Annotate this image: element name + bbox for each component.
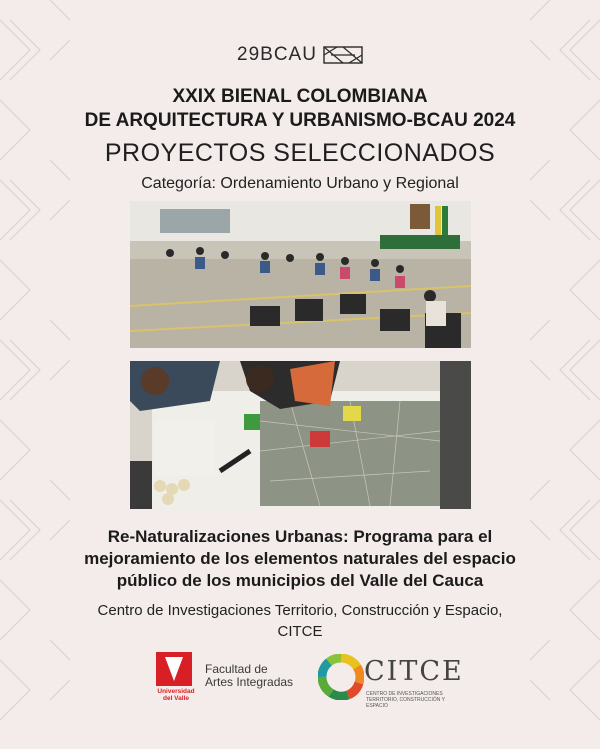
category-label: Categoría: Ordenamiento Urbano y Regional: [141, 175, 459, 192]
univalle-name-line1: Universidad: [157, 688, 195, 695]
citce-sub-line1: CENTRO DE INVESTIGACIONES: [366, 691, 443, 697]
project-title-line3: público de los municipios del Valle del Cauca: [116, 571, 484, 590]
project-institution: [20, 600, 580, 642]
brand-mark-icon: [323, 46, 363, 64]
citce-subtitle: [366, 691, 466, 709]
brand-text: 29BCAU: [237, 44, 317, 65]
project-title-line1: Re-Naturalizaciones Urbanas: Programa para el: [107, 527, 493, 546]
citce-sub-line2: TERRITORIO, CONSTRUCCIÓN Y ESPACIO: [366, 697, 445, 709]
univalle-name-line2: del Valle: [162, 695, 190, 702]
institution-line1: Centro de Investigaciones Territorio, Construcción y Espacio,: [97, 602, 503, 619]
citce-ring-icon: [318, 654, 364, 700]
project-title-line2: mejoramiento de los elementos naturales del espacio: [84, 549, 516, 568]
univalle-logo: [156, 652, 196, 702]
map-workshop-photo: [130, 361, 471, 509]
facultad-label: [205, 663, 293, 689]
citce-wordmark: CITCE: [364, 656, 464, 687]
facultad-line2: Artes Integradas: [205, 675, 294, 689]
workshop-room-photo: [130, 201, 471, 348]
facultad-line1: Facultad de: [205, 662, 268, 676]
brand-logo: [237, 44, 363, 66]
event-title-line1: XXIX BIENAL COLOMBIANA: [172, 86, 428, 107]
section-subtitle: PROYECTOS SELECCIONADOS: [104, 139, 496, 167]
project-title: [20, 526, 580, 592]
footer-logos: [0, 652, 600, 712]
univalle-shield-icon: [156, 652, 192, 686]
institution-line2: CITCE: [277, 623, 323, 640]
event-title-line2: DE ARQUITECTURA Y URBANISMO-BCAU 2024: [84, 110, 516, 131]
brand-header: [0, 44, 600, 66]
